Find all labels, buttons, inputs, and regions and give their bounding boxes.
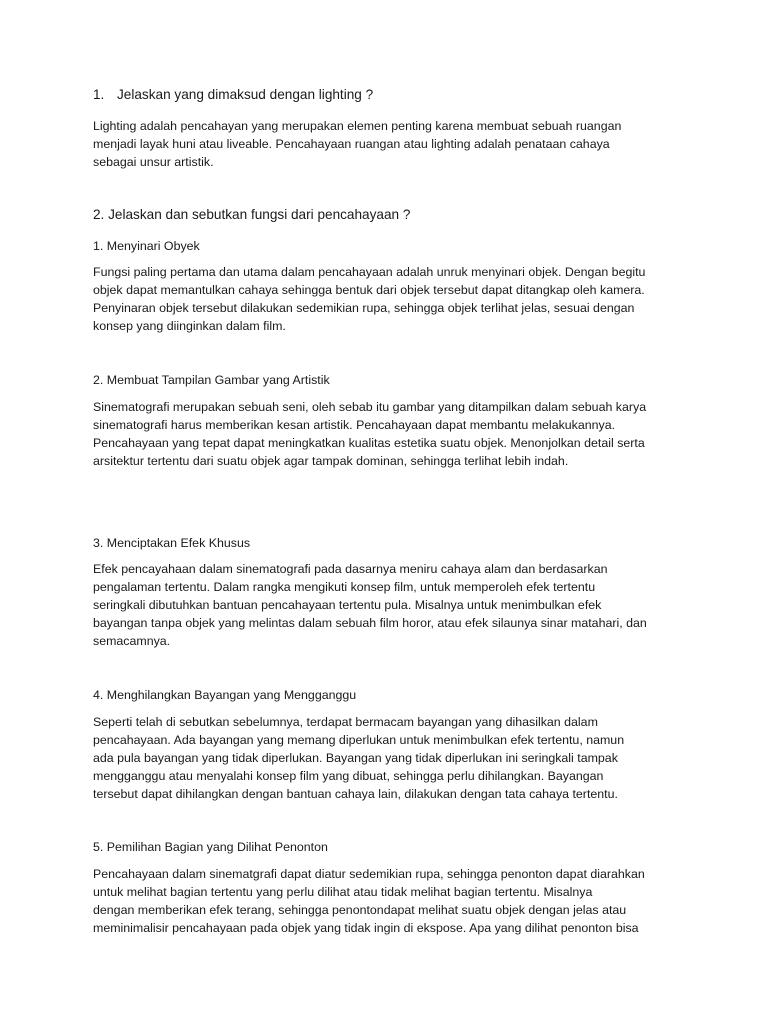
section-1-body	[93, 263, 683, 335]
question-2-title: 2. Jelaskan dan sebutkan fungsi dari pencahayaan ?	[93, 207, 411, 222]
section-3-body	[93, 560, 683, 650]
body-line: sinematografi harus memberikan kesan artistik. Pencahayaan dapat membantu melakukannya.	[93, 418, 616, 432]
section-1-heading: 1. Menyinari Obyek	[93, 239, 200, 253]
section-4-heading: 4. Menghilangkan Bayangan yang Mengganggu	[93, 688, 357, 702]
body-line: untuk melihat bagian tertentu yang perlu dilihat atau tidak melihat bagian tertentu. Misalnya	[93, 885, 593, 899]
question-1-title	[93, 86, 373, 104]
section-5-heading: 5. Pemilihan Bagian yang Dilihat Penonton	[93, 840, 328, 854]
body-line: dengan memberikan efek terang, sehingga penontondapat melihat suatu objek dengan jelas atau	[93, 903, 627, 917]
answer-line: Lighting adalah pencahayan yang merupakan elemen penting karena membuat sebuah ruangan	[93, 119, 622, 133]
body-line: bayangan tanpa objek yang melintas dalam sebuah film horor, atau efek silaunya sinar matahari, dan	[93, 616, 647, 630]
section-3-heading: 3. Menciptakan Efek Khusus	[93, 536, 251, 550]
body-line: Fungsi paling pertama dan utama dalam pencahayaan adalah unruk menyinari objek. Dengan begitu	[93, 265, 646, 279]
section-5-body	[93, 865, 683, 937]
body-line: Sinematografi merupakan sebuah seni, oleh sebab itu gambar yang ditampilkan dalam sebuah karya	[93, 400, 647, 414]
body-line: Seperti telah di sebutkan sebelumnya, terdapat bermacam bayangan yang dihasilkan dalam	[93, 715, 598, 729]
question-1-answer	[93, 117, 683, 171]
body-line: seringkali dibutuhkan bantuan pencahayaan tertentu pula. Misalnya untuk menimbulkan efek	[93, 598, 602, 612]
section-2-heading: 2. Membuat Tampilan Gambar yang Artistik	[93, 373, 330, 387]
answer-line: menjadi layak huni atau liveable. Pencahayaan ruangan atau lighting adalah penataan cahaya	[93, 137, 610, 151]
body-line: pencahayaan. Ada bayangan yang memang diperlukan untuk menimbulkan efek tertentu, namun	[93, 733, 625, 747]
body-line: konsep yang diinginkan dalam film.	[93, 319, 286, 333]
body-line: ada pula bayangan yang tidak diperlukan. Bayangan yang tidak diperlukan ini seringkali tampak	[93, 751, 618, 765]
body-line: Efek pencayahaan dalam sinematografi pada dasarnya meniru cahaya alam dan berdasarkan	[93, 562, 608, 576]
body-line: objek dapat memantulkan cahaya sehingga bentuk dari objek tersebut dapat ditangkap oleh kamera.	[93, 283, 645, 297]
body-line: mengganggu atau menyalahi konsep film yang dibuat, sehingga perlu dihilangkan. Bayangan	[93, 769, 604, 783]
body-line: semacamnya.	[93, 634, 171, 648]
question-1-number: 1.	[93, 87, 105, 102]
body-line: Pencahayaan yang tepat dapat meningkatkan kualitas estetika suatu objek. Menonjolkan detail serta	[93, 436, 645, 450]
body-line: meminimalisir pencahayaan pada objek yang tidak ingin di ekspose. Apa yang dilihat penonton bisa	[93, 921, 639, 935]
answer-line: sebagai unsur artistik.	[93, 155, 214, 169]
body-line: Penyinaran objek tersebut dilakukan sedemikian rupa, sehingga objek terlihat jelas, sesuai dengan	[93, 301, 635, 315]
body-line: Pencahayaan dalam sinematgrafi dapat diatur sedemikian rupa, sehingga penonton dapat diarahkan	[93, 867, 645, 881]
question-1-text: Jelaskan yang dimaksud dengan lighting ?	[117, 87, 374, 102]
body-line: pengalaman tertentu. Dalam rangka mengikuti konsep film, untuk memperoleh efek tertentu	[93, 580, 596, 594]
body-line: arsitektur tertentu dari suatu objek agar tampak dominan, sehingga terlihat lebih indah.	[93, 454, 569, 468]
section-2-body	[93, 398, 683, 470]
section-4-body	[93, 713, 683, 803]
body-line: tersebut dapat dihilangkan dengan bantuan cahaya lain, dilakukan dengan tata cahaya tertentu.	[93, 787, 618, 801]
